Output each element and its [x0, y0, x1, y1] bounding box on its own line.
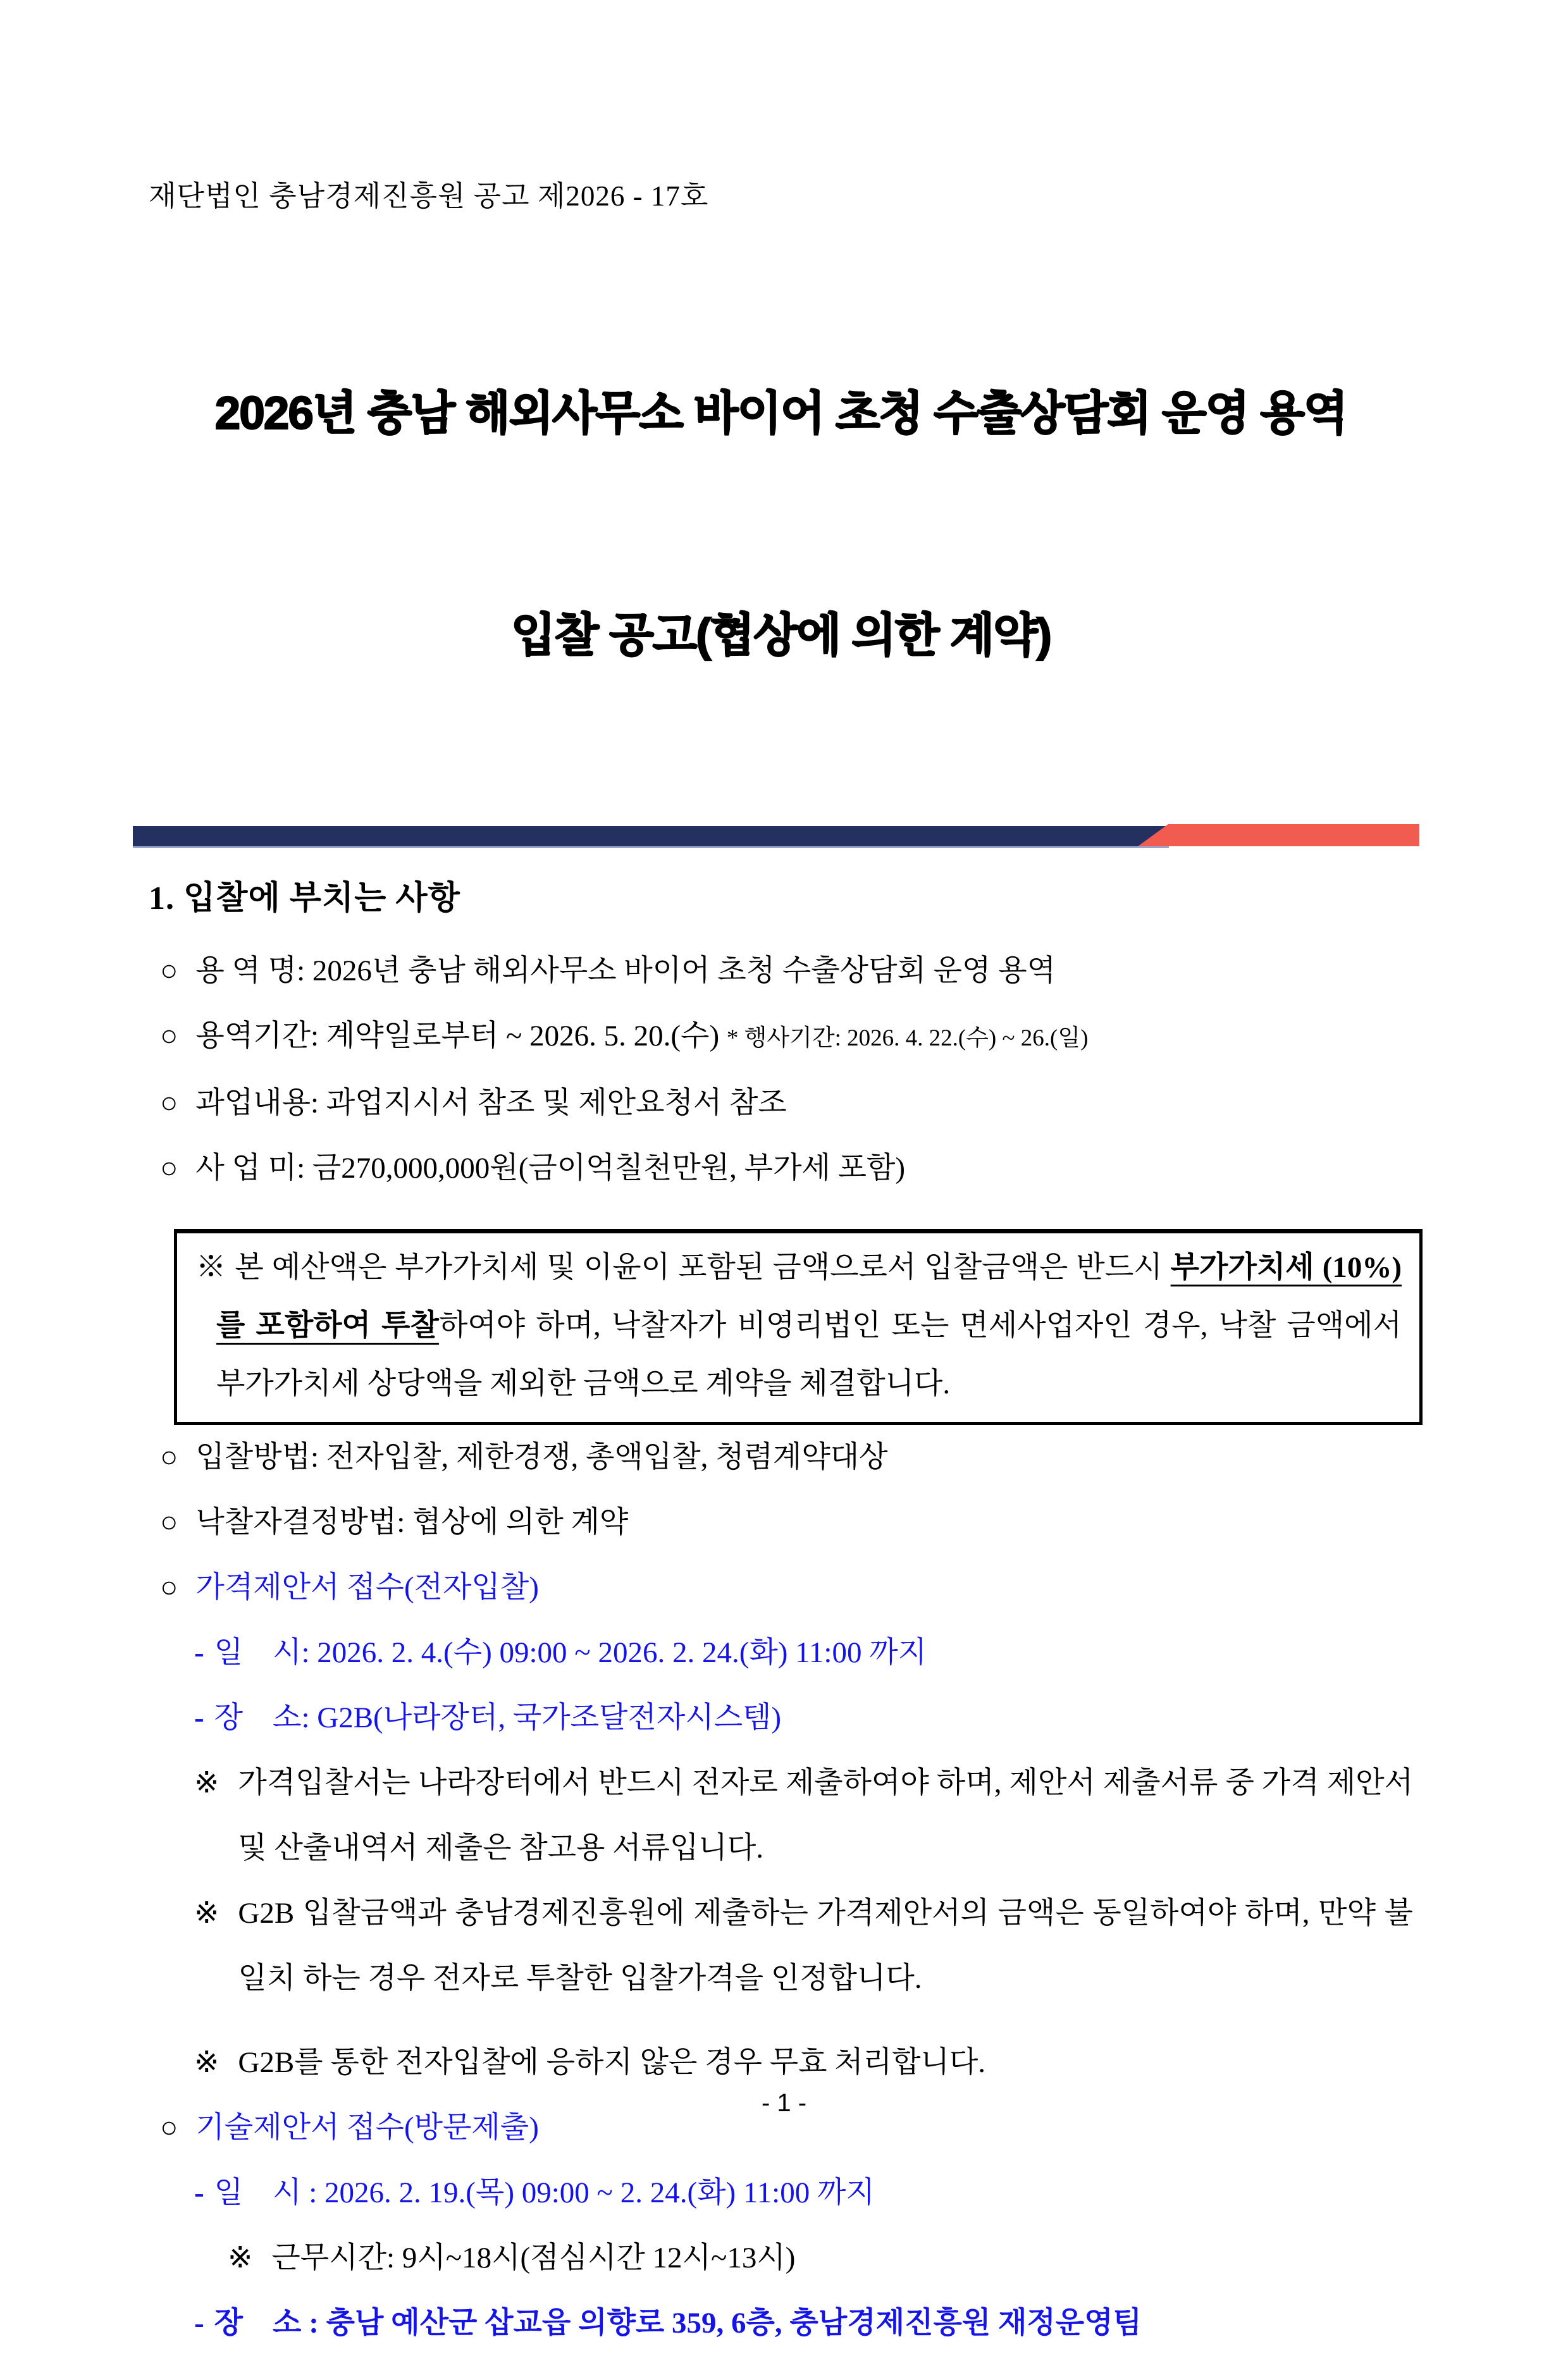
list-item-text: 일 시 : 2026. 2. 19.(목) 09:00 ~ 2. 24.(화) 11:00 까지 [214, 2176, 875, 2209]
list-item-text: 사 업 미: 금270,000,000원(금이억칠천만원, 부가세 포함) [195, 1152, 906, 1185]
notice-text-segment: 하여야 하며, 낙찰자가 비영리법인 또는 면세사업자인 경우, 낙찰 금액에서 부가가치세 상당액을 제외한 금액으로 계약을 체결합니다. [216, 1309, 1409, 1400]
vat-notice-box [174, 1229, 1423, 1425]
circle-bullet-icon: ○ [160, 1152, 178, 1185]
dash-bullet-icon: - [194, 2176, 204, 2209]
list-item [160, 1425, 1413, 1490]
list-item [228, 2226, 1413, 2291]
circle-bullet-icon: ○ [160, 1571, 178, 1604]
title-divider-bar [133, 824, 1419, 848]
list-item [194, 1751, 1421, 1881]
list-item-text: 기술제안서 접수(방문제출) [195, 2111, 539, 2144]
reference-mark-icon: ※ [228, 2242, 253, 2274]
list-item [194, 2161, 1413, 2226]
notice-text-segment: 본 예산액은 부가가치세 및 이윤이 포함된 금액으로서 입찰금액은 반드시 [235, 1251, 1171, 1284]
list-item-text: 가격제안서 접수(전자입찰) [195, 1571, 539, 1604]
divider-navy-segment [133, 826, 1173, 846]
list-item [194, 1881, 1413, 2011]
list-item [194, 1620, 1413, 1686]
reference-mark-icon: ※ [194, 1897, 219, 1930]
list-item [194, 1686, 1413, 1751]
reference-mark-icon: ※ [194, 1767, 219, 1799]
list-item-text: 낙찰자결정방법: 협상에 의한 계약 [195, 1506, 629, 1539]
list-item-text: 가격입찰서는 나라장터에서 반드시 전자로 제출하여야 하며, 제안서 제출서류 중 가격 제안서 및 산출내역서 제출은 참고용 서류입니다. [238, 1767, 1421, 1865]
list-item-text: 장 소 : 충남 예산군 삽교읍 의향로 359, 6층, 충남경제진흥원 재정운영팀 [214, 2307, 1142, 2340]
circle-bullet-icon: ○ [160, 1441, 178, 1474]
reference-mark-icon: ※ [194, 2046, 219, 2079]
notice-emphasis-segment: 부가가치세 (10%)를 포함하여 투찰 [216, 1251, 1402, 1342]
list-item [194, 2291, 1413, 2356]
notice-number: 재단법인 충남경제진흥원 공고 제2026 - 17호 [149, 180, 709, 212]
list-item [160, 1136, 1413, 1201]
dash-bullet-icon: - [194, 1636, 204, 1669]
page-number: - 1 - [761, 2089, 807, 2117]
list-item-text: 장 소: G2B(나라장터, 국가조달전자시스템) [214, 1701, 782, 1734]
list-item-text: 용 역 명: 2026년 충남 해외사무소 바이어 초청 수출상담회 운영 용역 [195, 954, 1056, 987]
dash-bullet-icon: - [194, 2307, 204, 2340]
list-item-text: 일 시: 2026. 2. 4.(수) 09:00 ~ 2026. 2. 24.(화) 11:00 까지 [214, 1636, 927, 1669]
circle-bullet-icon: ○ [160, 1020, 178, 1052]
vat-notice-text [196, 1238, 1409, 1413]
event-period-note: * 행사기간: 2026. 4. 22.(수) ~ 26.(일) [726, 1025, 1089, 1051]
circle-bullet-icon: ○ [160, 1087, 178, 1119]
dash-bullet-icon: - [194, 1701, 204, 1734]
section-body [149, 939, 1421, 2356]
title-line-1: 2026년 충남 해외사무소 바이어 초청 수출상담회 운영 용역 [214, 388, 1347, 439]
document-title [149, 228, 1413, 820]
circle-bullet-icon: ○ [160, 954, 178, 987]
list-item [160, 1555, 1413, 1620]
list-item-text: G2B를 통한 전자입찰에 응하지 않은 경우 무효 처리합니다. [238, 2046, 986, 2079]
list-item [160, 1071, 1413, 1136]
list-item-text: 입찰방법: 전자입찰, 제한경쟁, 총액입찰, 청렴계약대상 [195, 1441, 888, 1474]
title-line-2: 입찰 공고(협상에 의한 계약) [510, 610, 1051, 661]
section-heading: 1. 입찰에 부치는 사항 [149, 880, 460, 916]
circle-bullet-icon: ○ [160, 1506, 178, 1539]
list-item-text: 근무시간: 9시~18시(점심시간 12시~13시) [271, 2242, 796, 2274]
list-item [160, 939, 1413, 1004]
list-item [160, 1490, 1413, 1555]
divider-red-segment [1138, 824, 1419, 846]
list-item [194, 2030, 1413, 2095]
list-item-text: 과업내용: 과업지시서 참조 및 제안요청서 참조 [195, 1087, 787, 1119]
circle-bullet-icon: ○ [160, 2111, 178, 2144]
list-item-text: G2B 입찰금액과 충남경제진흥원에 제출하는 가격제안서의 금액은 동일하여야 하며, 만약 불일치 하는 경우 전자로 투찰한 입찰가격을 인정합니다. [238, 1897, 1413, 1995]
list-item [160, 1004, 1413, 1071]
list-item-text: 용역기간: 계약일로부터 ~ 2026. 5. 20.(수) * 행사기간: 2026. 4. 22.(수) ~ 26.(일) [195, 1020, 1089, 1052]
reference-mark-icon: ※ [196, 1251, 235, 1284]
divider-underline [133, 846, 1169, 848]
